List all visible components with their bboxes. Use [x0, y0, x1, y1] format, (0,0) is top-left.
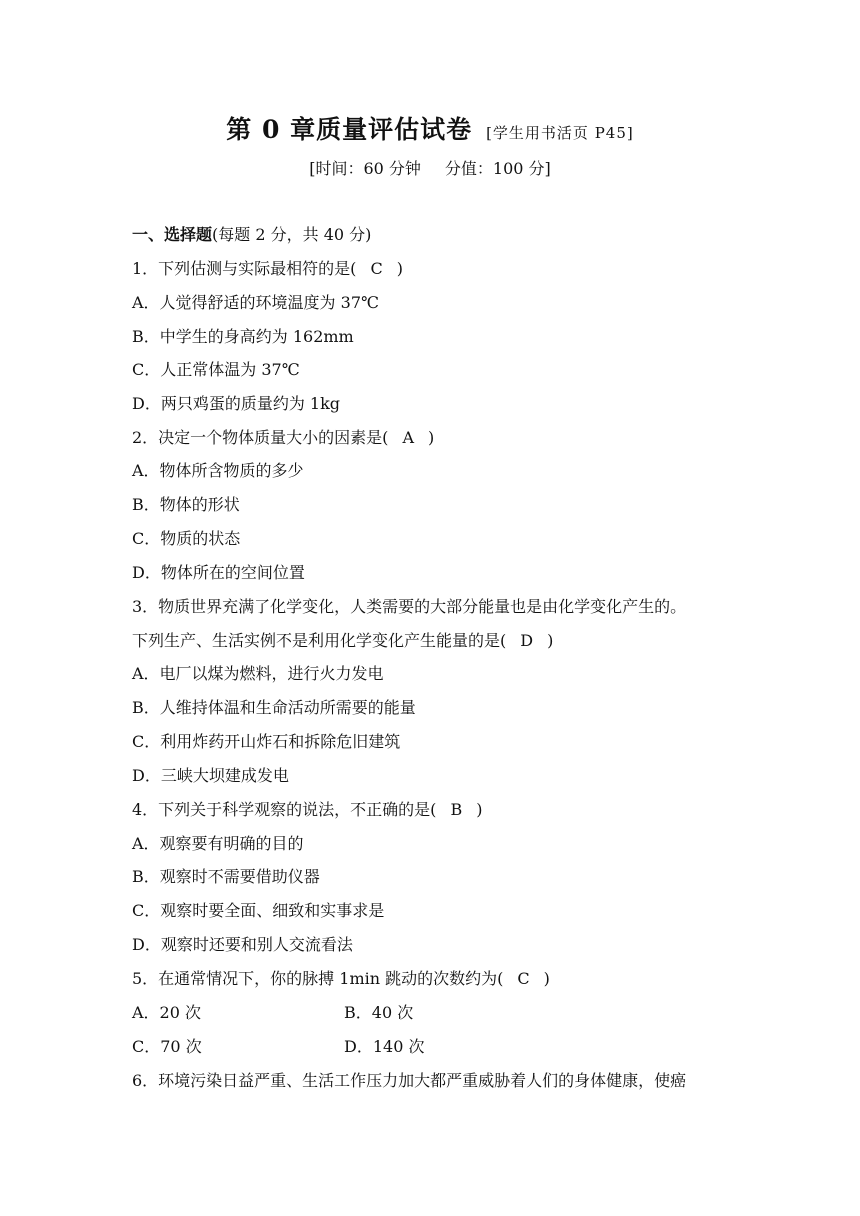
option-item: C．利用炸药开山炸石和拆除危旧建筑 [132, 732, 401, 751]
section-heading [132, 224, 371, 246]
option-item: D．140 次 [344, 1037, 425, 1056]
option-item: A．电厂以煤为燃料，进行火力发电 [132, 664, 384, 683]
close-paren: ) [543, 969, 550, 988]
answer-letter: C [517, 969, 530, 988]
answer-letter: D [520, 631, 534, 650]
section-note: (每题 2 分，共 40 分) [212, 225, 372, 244]
question-stem [132, 968, 550, 990]
option-item: D．物体所在的空间位置 [132, 563, 305, 582]
answer-letter: B [450, 800, 463, 819]
option-item: D．三峡大坝建成发电 [132, 766, 289, 785]
option-item: A．观察要有明确的目的 [132, 834, 304, 853]
question-text: 2．决定一个物体质量大小的因素是( [132, 428, 389, 447]
option-item: D．两只鸡蛋的质量约为 1kg [132, 394, 341, 413]
book-reference: [学生用书活页 P45] [486, 124, 634, 142]
answer-letter: A [402, 428, 414, 447]
option-item: B．中学生的身高约为 162mm [132, 327, 354, 346]
close-paren: ) [547, 631, 554, 650]
total-score: 分值：100 分] [444, 159, 551, 178]
question-stem: 6．环境污染日益严重、生活工作压力加大都严重威胁着人们的身体健康，使癌 [132, 1071, 687, 1090]
title-line [0, 110, 860, 146]
question-stem [132, 630, 553, 652]
question-stem [132, 258, 403, 280]
option-item: B．观察时不需要借助仪器 [132, 867, 320, 886]
question-stem-line1: 3．物质世界充满了化学变化，人类需要的大部分能量也是由化学变化产生的。 [132, 597, 687, 616]
section-title: 一、选择题 [132, 225, 213, 244]
option-item: A．人觉得舒适的环境温度为 37℃ [132, 293, 379, 312]
question-stem [132, 427, 434, 449]
question-text: 4．下列关于科学观察的说法，不正确的是( [132, 800, 437, 819]
option-item: A．物体所含物质的多少 [132, 461, 304, 480]
question-text: 下列生产、生活实例不是利用化学变化产生能量的是( [132, 631, 507, 650]
answer-letter: C [370, 259, 383, 278]
option-item: C．观察时要全面、细致和实事求是 [132, 901, 385, 920]
option-item: D．观察时还要和别人交流看法 [132, 935, 353, 954]
page-title: 第 0 章质量评估试卷 [226, 115, 473, 144]
option-item: B．物体的形状 [132, 495, 240, 514]
option-item: C．70 次 [132, 1037, 202, 1056]
option-item: C．人正常体温为 37℃ [132, 360, 300, 379]
question-text: 1．下列估测与实际最相符的是( [132, 259, 357, 278]
option-item: B．40 次 [344, 1003, 414, 1022]
time-limit: [时间：60 分钟 [309, 159, 421, 178]
option-item: A．20 次 [132, 1003, 202, 1022]
question-text: 5．在通常情况下，你的脉搏 1min 跳动的次数约为( [132, 969, 504, 988]
option-item: C．物质的状态 [132, 529, 241, 548]
close-paren: ) [428, 428, 435, 447]
option-item: B．人维持体温和生命活动所需要的能量 [132, 698, 416, 717]
close-paren: ) [476, 800, 483, 819]
question-stem [132, 799, 482, 821]
exam-meta [0, 156, 860, 179]
close-paren: ) [396, 259, 403, 278]
